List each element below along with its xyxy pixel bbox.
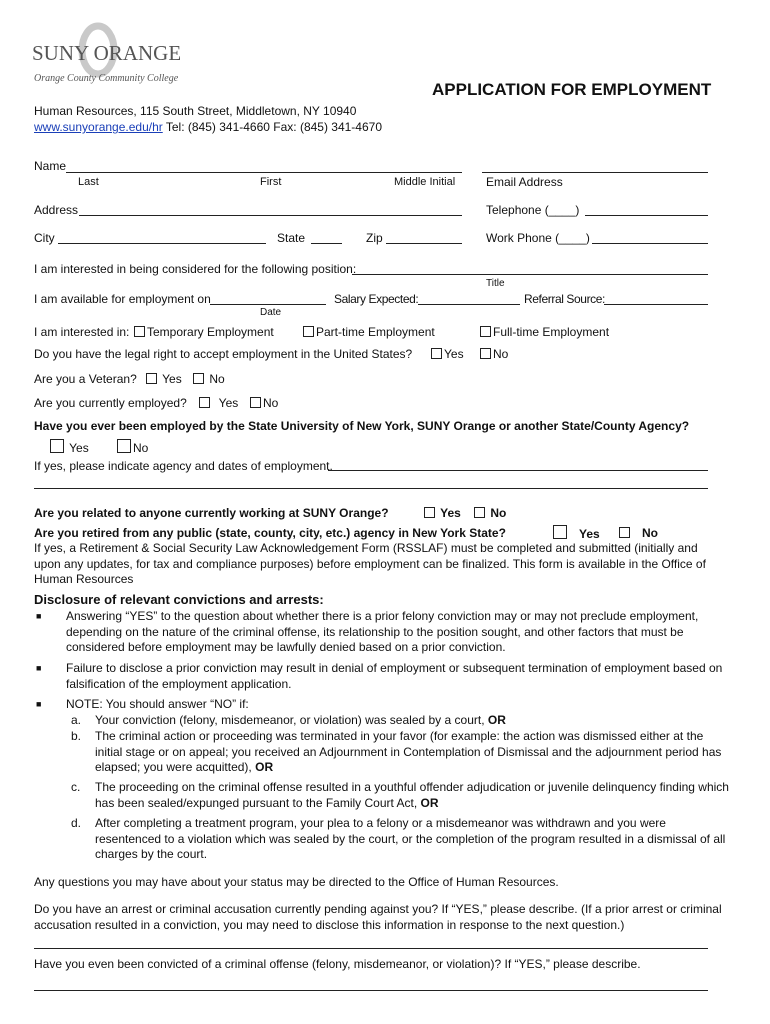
retired-note: If yes, a Retirement & Social Security Law Acknowledgement Form (RSSLAF) must be completed and submitted (initially and upon any updates, for tax and compliance purposes) before employment can be finalized. This form is available in the Office of Human Resources (34, 541, 706, 586)
disclosure-bullet-2: Failure to disclose a prior conviction may result in denial of employment or subsequent termination of employment based on falsification of the employment application. (66, 661, 723, 691)
zip-field[interactable] (386, 243, 462, 244)
item-c-letter: c. (71, 780, 81, 794)
disclosure-bullet-1: Answering “YES” to the question about whether there is a prior felony conviction may or may not preclude employment, depending on the nature of the criminal offense, its relationship to the position sought, and other factors that must be considered before employment may be lawfully denied based on a prior conviction. (66, 609, 699, 654)
hr-address: Human Resources, 115 South Street, Middletown, NY 10940 (34, 104, 357, 118)
work-phone-field[interactable] (592, 243, 708, 244)
employed-yes-checkbox[interactable] (199, 397, 210, 408)
college-logo (30, 22, 180, 95)
legal-yes-label: Yes (444, 347, 464, 361)
zip-label: Zip (366, 231, 383, 245)
legal-no-label: No (493, 347, 509, 361)
disclosure-bullet-3: NOTE: You should answer “NO” if: (66, 697, 249, 711)
related-question: Are you related to anyone currently working at SUNY Orange? (34, 506, 389, 520)
available-date-field[interactable] (210, 304, 326, 305)
state-label: State (277, 231, 306, 245)
telephone-field[interactable] (585, 215, 708, 216)
referral-field[interactable] (604, 304, 708, 305)
address-label: Address (34, 203, 79, 217)
address-field[interactable] (79, 215, 462, 216)
hr-contact: Tel: (845) 341-4660 Fax: (845) 341-4670 (162, 120, 383, 134)
telephone-label: Telephone (____) (486, 203, 580, 217)
logo-tagline: Orange County Community College (34, 73, 179, 84)
arrest-question: Do you have an arrest or criminal accusation currently pending against you? If “YES,” please describe. (If a prior arrest or criminal accusation resulted in a conviction, you may need to disclose this information in response to the next question.) (34, 902, 722, 932)
item-c-text: The proceeding on the criminal offense resulted in a youthful offender adjudication or juvenile delinquency finding which has been sealed/expunged pursuant to the Family Court Act, OR (95, 780, 729, 810)
legal-right-question: Do you have the legal right to accept employment in the United States? (34, 347, 413, 361)
name-label: Name (34, 159, 67, 173)
retired-no-checkbox[interactable] (619, 527, 630, 538)
available-question: I am available for employment on (34, 292, 211, 306)
suny-employed-question: Have you ever been employed by the State University of New York, SUNY Orange or another State/County Agency? (34, 419, 690, 433)
email-field[interactable] (482, 172, 708, 173)
city-field[interactable] (58, 243, 266, 244)
referral-label: Referral Source: (524, 292, 605, 306)
suny-yes-label: Yes (69, 441, 89, 455)
middle-label: Middle Initial (394, 176, 456, 188)
conviction-question: Have you even been convicted of a criminal offense (felony, misdemeanor, or violation)? If “YES,” please describe. (34, 957, 641, 971)
suny-yes-checkbox[interactable] (50, 439, 64, 453)
retired-yes-label: Yes (579, 527, 600, 541)
temporary-checkbox[interactable] (134, 326, 145, 337)
item-d-text: After completing a treatment program, your plea to a felony or a misdemeanor was withdrawn and you were resentenced to a violation which was sealed by the court, or the completion of the program resulted in a dismissal of all charges by the court. (95, 816, 726, 861)
item-d-letter: d. (71, 816, 82, 830)
item-b-letter: b. (71, 729, 82, 743)
bullet-1-marker: ■ (36, 611, 42, 621)
interest-label: I am interested in: (34, 325, 130, 339)
employed-no-checkbox[interactable] (250, 397, 261, 408)
related-yes-checkbox[interactable] (424, 507, 435, 518)
legal-no-checkbox[interactable] (480, 348, 491, 359)
employed-yes-label: Yes (218, 396, 239, 410)
full-time-label: Full-time Employment (493, 325, 610, 339)
item-a-letter: a. (71, 713, 82, 727)
employed-no-label: No (263, 396, 279, 410)
conviction-answer-field[interactable] (34, 990, 708, 991)
retired-yes-checkbox[interactable] (553, 525, 567, 539)
suny-no-checkbox[interactable] (117, 439, 131, 453)
page-title: APPLICATION FOR EMPLOYMENT (432, 80, 712, 99)
temporary-label: Temporary Employment (147, 325, 274, 339)
state-field[interactable] (311, 243, 342, 244)
logo-wordmark: SUNY ORANGE (32, 41, 180, 65)
city-label: City (34, 231, 55, 245)
full-time-checkbox[interactable] (480, 326, 491, 337)
related-no-label: No (490, 506, 507, 520)
agency-dates-question: If yes, please indicate agency and dates of employment. (34, 459, 333, 473)
bullet-2-marker: ■ (36, 663, 42, 673)
legal-yes-checkbox[interactable] (431, 348, 442, 359)
agency-dates-field[interactable] (328, 470, 708, 471)
date-label: Date (260, 307, 282, 318)
veteran-yes-label: Yes (162, 372, 182, 386)
veteran-no-label: No (209, 372, 225, 386)
salary-field[interactable] (418, 304, 520, 305)
last-label: Last (78, 176, 99, 188)
veteran-no-checkbox[interactable] (193, 373, 204, 384)
veteran-yes-checkbox[interactable] (146, 373, 157, 384)
suny-no-label: No (133, 441, 149, 455)
title-label: Title (486, 278, 505, 289)
salary-label: Salary Expected: (334, 292, 419, 306)
related-no-checkbox[interactable] (474, 507, 485, 518)
questions-note: Any questions you may have about your status may be directed to the Office of Human Resources. (34, 875, 559, 889)
name-field[interactable] (66, 172, 462, 173)
part-time-checkbox[interactable] (303, 326, 314, 337)
email-label: Email Address (486, 175, 563, 189)
hr-website-link[interactable]: www.sunyorange.edu/hr (34, 120, 163, 134)
retired-question: Are you retired from any public (state, county, city, etc.) agency in New York State? (34, 526, 506, 540)
retired-no-label: No (642, 526, 659, 540)
first-label: First (260, 176, 282, 188)
disclosure-heading: Disclosure of relevant convictions and arrests: (34, 592, 324, 607)
related-yes-label: Yes (440, 506, 461, 520)
position-question: I am interested in being considered for the following position: (34, 262, 357, 276)
item-a-text: Your conviction (felony, misdemeanor, or violation) was sealed by a court, OR (95, 713, 506, 727)
bullet-3-marker: ■ (36, 699, 42, 709)
item-b-text: The criminal action or proceeding was terminated in your favor (for example: the action was dismissed either at the initial stage or on appeal; you received an Adjournment in Contemplation of Dismissal and the adjournment period has elapsed; you were acquitted), OR (95, 729, 722, 774)
employed-question: Are you currently employed? (34, 396, 187, 410)
position-field[interactable] (352, 274, 708, 275)
arrest-answer-field[interactable] (34, 948, 708, 949)
part-time-label: Part-time Employment (316, 325, 435, 339)
agency-dates-field-2[interactable] (34, 488, 708, 489)
work-phone-label: Work Phone (____) (486, 231, 590, 245)
veteran-question: Are you a Veteran? (34, 372, 137, 386)
